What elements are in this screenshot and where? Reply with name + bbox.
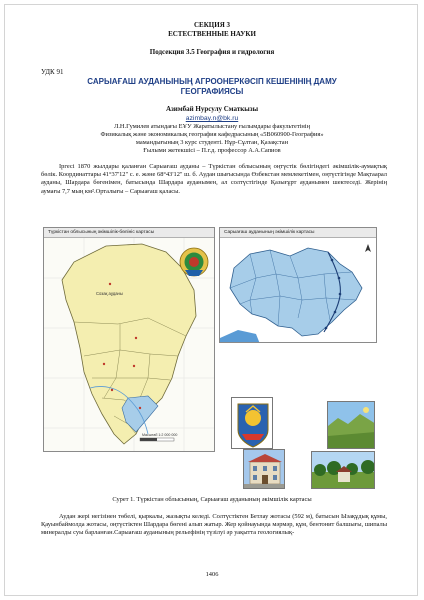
- affiliation-line-4: Ғылыми жетекшісі – П.г.д. профессор А.А.Сапиов: [143, 147, 281, 154]
- article-title-line1: САРЫАҒАШ АУДАНЫНЫҢ АГРООНЕРКӘСІП КЕШЕНІНІҢ ДАМУ: [87, 77, 337, 86]
- section-name: ЕСТЕСТВЕННЫЕ НАУКИ: [168, 30, 256, 38]
- map-left-title: Түркістан облысының әкімшілік-бөлініс картасы: [44, 228, 214, 238]
- body-paragraph-1: Іргесі 1870 жылдары қаланған Сарыағаш ауданы – Түркістан облысының оңтүстік бөлігіндегі әкімшілік-аумақтық бөлік. Координаттары 41°37'12" с. е. және 68°43'12" ш. б. Аудан шығысында Өзбекстан мемлекетімен, оңтүстігінде Мақтаарал ауданы, Шардара бөгенімен, батысында Шардара ауданымен, ал солтүстігінде Қазығұрт ауданымен шектеседі. Жерінің аумағы 7,7 мың км².Орталығы – Сарыағаш қаласы.: [41, 163, 387, 195]
- page-number: 1406: [205, 571, 219, 578]
- map-left-label-scale: Масштаб 1:2 000 000: [142, 433, 178, 437]
- map-left-svg: [44, 238, 215, 452]
- body-paragraph-2: Аудан жері негізінен төбелі, қыркалы, жазықты келеді. Солтүстіктен Бетлау жотасы (592 м), батысын Ызақұдық құмы, Қауынбаймолда жотасы, оңтүстіктен Шардара бөгені алып жатыр. Жер қойнауында мәрмәр, құм, бентонит балшығы, шипалы минералды суы барланған.Сарыағаш ауданының рельефінің түзілуі әр уақытта геологиялық-: [41, 513, 387, 537]
- oblast-emblem-icon: [180, 248, 208, 276]
- email-link[interactable]: azimbay.n@bk.ru: [185, 115, 239, 122]
- section-heading: СЕКЦИЯ 3: [194, 21, 230, 29]
- affiliation-line-3: мамандығының 3 курс студенті. Нұр-Сұлтан, Қазақстан: [135, 139, 289, 146]
- affiliation-line-1: Л.Н.Гумилев атындағы ЕҰУ Жаратылыстану ғылымдары факультетінің: [113, 123, 311, 130]
- map-turkistan-oblast: [43, 227, 215, 452]
- subsection-heading: Подсекция 3.5 География и гидрология: [149, 48, 275, 56]
- author-email[interactable]: [5, 114, 419, 123]
- article-title-line2: ГЕОГРАФИЯСЫ: [180, 87, 244, 96]
- map-right-svg: [220, 238, 377, 343]
- author-name: Азимбай Нурсулу Сматкызы: [165, 105, 259, 113]
- building-photo: [243, 449, 285, 489]
- paper-page: [4, 4, 418, 596]
- map-left-label-main: Созақ ауданы: [96, 291, 123, 296]
- udk-code: УДК 91: [41, 68, 64, 76]
- map-saryagash-district: [219, 227, 377, 343]
- district-emblem-icon: [232, 398, 273, 449]
- landscape-photo: [327, 401, 375, 449]
- map-right-title: Сарыағаш ауданының әкімшілік картасы: [220, 228, 376, 238]
- emblem-photo: [231, 397, 273, 449]
- figure-caption: Сурет 1. Түркістан облысының, Сарыағаш ауданының әкімшілік картасы: [112, 496, 312, 503]
- park-photo: [311, 451, 375, 489]
- affiliation-line-2: Физикалық және экономикалық география кафедрасының «5B060900-География»: [100, 131, 324, 138]
